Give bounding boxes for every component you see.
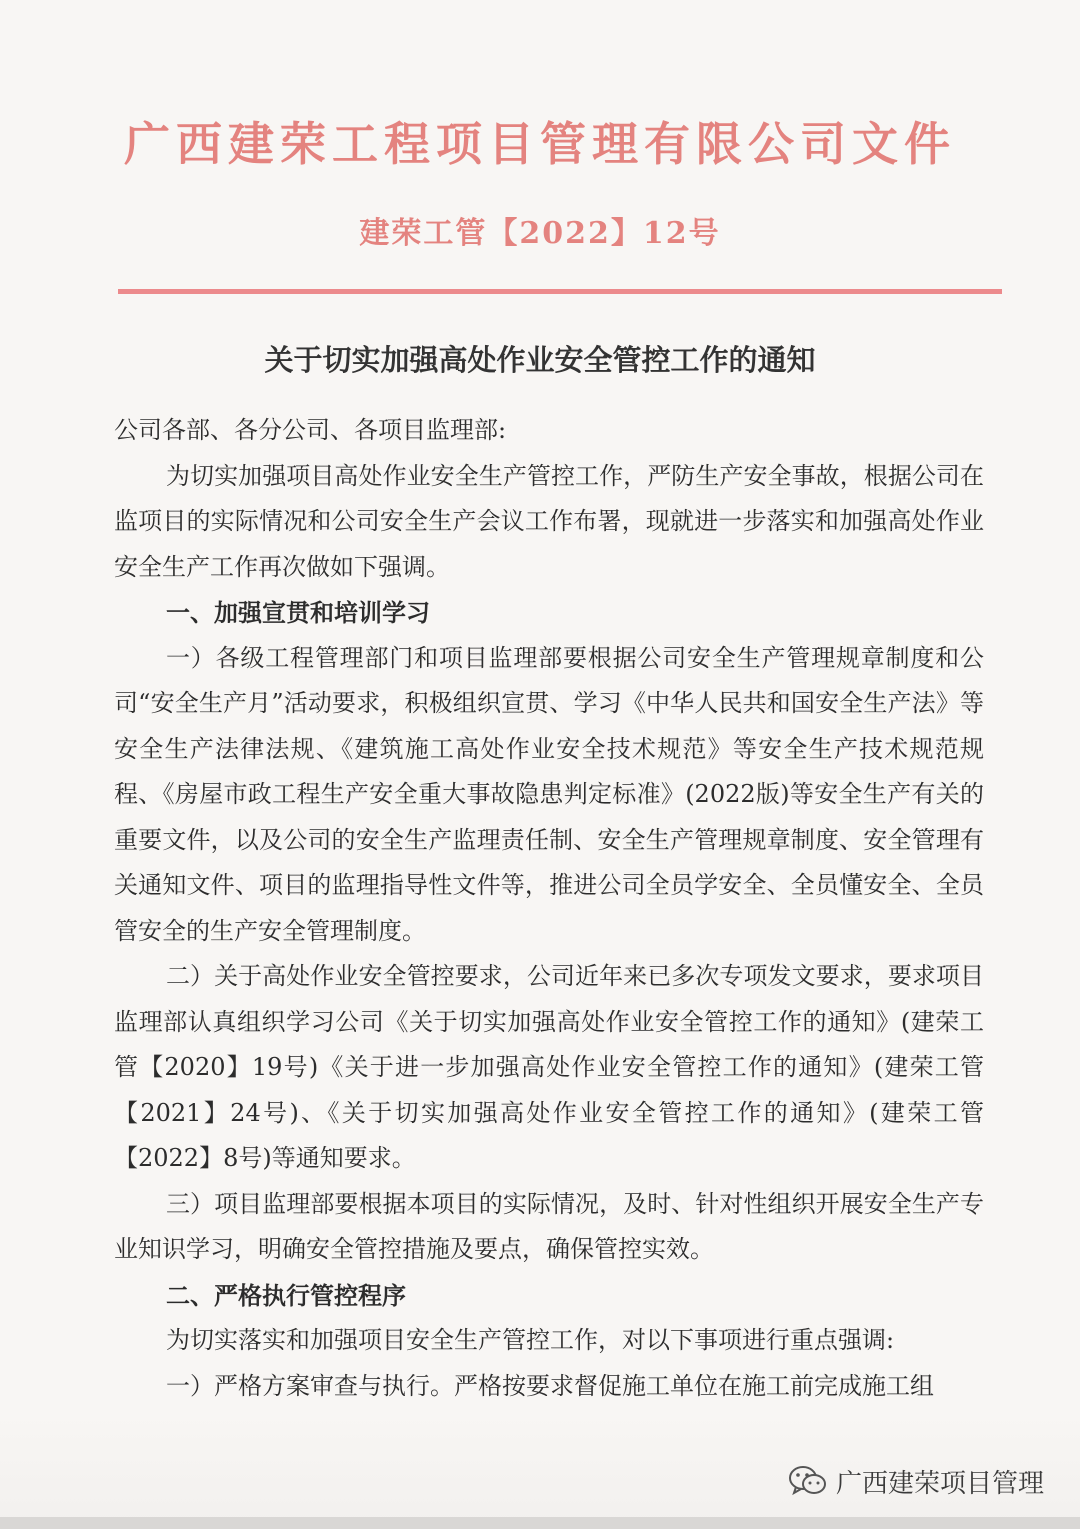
paragraph-1-2: 二）关于高处作业安全管控要求，公司近年来已多次专项发文要求，要求项目监理部认真组织学习公司《关于切实加强高处作业安全管控工作的通知》(建荣工管【2020】19号)《关于进一步加强高处作业安全管控工作的通知》(建荣工管【2021】24号)、《关于切实加强高处作业安全管控工作的通知》(建荣工管【2022】8号)等通知要求。 bbox=[114, 962, 984, 1172]
paragraph-1-1: 一）各级工程管理部门和项目监理部要根据公司安全生产管理规章制度和公司“安全生产月”活动要求，积极组织宣贯、学习《中华人民共和国安全生产法》等安全生产法律法规、《建筑施工高处作业安全技术规范》等安全生产技术规范规程、《房屋市政工程生产安全重大事故隐患判定标准》(2022版)等安全生产有关的重要文件，以及公司的安全生产监理责任制、安全生产管理规章制度、安全管理有关通知文件、项目的监理指导性文件等，推进公司全员学安全、全员懂安全、全员管安全的生产安全管理制度。 bbox=[114, 643, 984, 945]
paragraph-2-intro: 为切实落实和加强项目安全生产管控工作，对以下事项进行重点强调: bbox=[166, 1326, 895, 1354]
company-file-header: 广西建荣工程项目管理有限公司文件 bbox=[124, 117, 956, 171]
notice-body bbox=[114, 408, 984, 1409]
section-heading-1: 一、加强宣贯和培训学习 bbox=[166, 598, 430, 627]
document-number: 建荣工管【2022】12号 bbox=[359, 216, 721, 251]
paragraph-1-3: 三）项目监理部要根据本项目的实际情况，及时、针对性组织开展安全生产专业知识学习，明确安全管控措施及要点，确保管控实效。 bbox=[114, 1189, 984, 1263]
paragraph-2-1: 一）严格方案审查与执行。严格按要求督促施工单位在施工前完成施工组 bbox=[166, 1371, 934, 1400]
section-heading-2: 二、严格执行管控程序 bbox=[166, 1280, 406, 1310]
watermark-account-name: 广西建荣项目管理 bbox=[835, 1468, 1044, 1499]
recipients-line: 公司各部、各分公司、各项目监理部: bbox=[114, 416, 507, 444]
page-bottom-band bbox=[0, 1517, 1080, 1529]
notice-title: 关于切实加强高处作业安全管控工作的通知 bbox=[264, 343, 816, 377]
wechat-watermark bbox=[788, 1461, 1044, 1501]
red-divider-line bbox=[118, 289, 1002, 294]
wechat-icon bbox=[788, 1464, 828, 1498]
intro-paragraph: 为切实加强项目高处作业安全生产管控工作，严防生产安全事故，根据公司在监项目的实际情况和公司安全生产会议工作布署，现就进一步落实和加强高处作业安全生产工作再次做如下强调。 bbox=[114, 461, 984, 581]
